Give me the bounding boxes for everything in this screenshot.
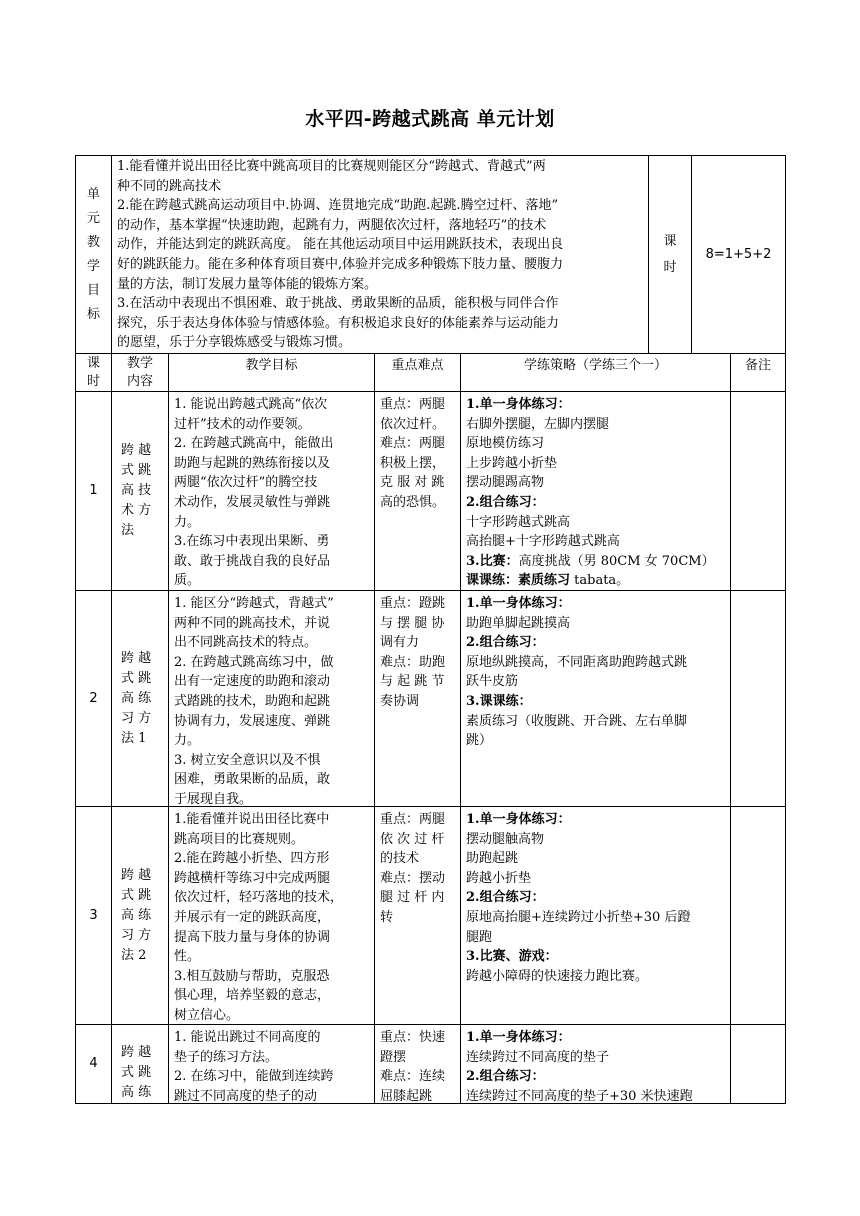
header-content-line-2: 内容: [126, 373, 153, 389]
unit-hours-label: [648, 155, 691, 353]
lesson-notes: [730, 590, 786, 806]
lesson-keypoints: [374, 391, 460, 590]
lesson-notes: [730, 391, 786, 590]
header-lesson-line-2: 时: [86, 373, 100, 389]
lesson-goals: [168, 806, 374, 1024]
goal-line: 力。: [174, 514, 201, 530]
lesson-content-line: 高 练: [121, 1085, 152, 1100]
goal-line: 力。: [174, 733, 201, 749]
keypoint-line: 奏协调: [380, 693, 420, 709]
strategy-heading: 1.单一身体练习：: [466, 596, 571, 611]
strategy-line: 十字形跨越式跳高: [466, 514, 571, 530]
lesson-keypoints: [374, 1024, 460, 1103]
lesson-notes: [730, 806, 786, 1024]
unit-objectives-list: [117, 157, 643, 353]
keypoint-line: 调有力: [380, 635, 420, 651]
lesson-content-line: 高 练: [121, 690, 152, 706]
lesson-content-line: 式 跳: [121, 1065, 152, 1080]
goal-line: 2. 在跨越式跳高中，能做出: [174, 436, 334, 452]
keypoint-line: 转: [380, 909, 394, 925]
hours-label-chars: [663, 229, 676, 281]
keypoint-line: 腿 过 杆 内: [380, 890, 445, 906]
goal-line: 1.能看懂并说出田径比赛中: [174, 812, 330, 827]
goal-line: 惧心理，培养坚毅的意志，: [174, 988, 331, 1004]
goal-line: 质。: [174, 573, 201, 589]
lesson-goals: [168, 590, 374, 806]
header-keypoints: 重点难点: [374, 353, 460, 391]
strategy-line: 助跑单脚起跳摸高: [466, 615, 571, 631]
objective-line: 3.在活动中表现出不惧困难、敢于挑战、勇敢果断的品质，能积极与同伴合作: [117, 296, 559, 312]
unit-label-char: 标: [86, 306, 100, 322]
keypoint-line: 重点：两腿: [380, 397, 446, 412]
unit-label-char: 元: [86, 210, 100, 226]
keypoint-line: 依次过杆。: [380, 416, 446, 432]
lesson-content: [111, 1024, 168, 1103]
lesson-content-line: 高 技: [121, 483, 152, 498]
lesson-content-line: 式 跳: [121, 670, 152, 686]
lesson-strategy: [460, 806, 730, 1024]
goal-line: 式踏跳的技术，助跑和起跳: [174, 693, 331, 709]
strategy-line: 连续跨过不同高度的垫子+30 米快速跑: [466, 1088, 693, 1103]
lesson-content-line: 法 1: [121, 730, 147, 746]
strategy-bold-prefix: 课课练：素质练习: [466, 573, 571, 589]
lesson-number: 3: [75, 806, 111, 1024]
keypoint-line: 高的恐惧。: [380, 494, 446, 510]
lesson-content: [111, 590, 168, 806]
table-bottom-border: [75, 1103, 786, 1104]
keypoint-line: 依 次 过 杆: [380, 831, 445, 847]
strategy-line: 连续跨过不同高度的垫子: [466, 1049, 610, 1065]
goal-line: 性。: [174, 949, 201, 965]
unit-label-char: 目: [86, 282, 100, 298]
lesson-strategy: [460, 590, 730, 806]
strategy-line: 原地高抬腿+连续跨过小折垫+30 后蹬: [466, 909, 691, 925]
goal-line: 提高下肢力量与身体的协调: [174, 929, 331, 945]
lesson-number: 2: [75, 590, 111, 806]
lesson-strategy: [460, 391, 730, 590]
goal-line: 跳过不同高度的垫子的动: [174, 1088, 318, 1103]
strategy-heading: 1.单一身体练习：: [466, 397, 571, 412]
keypoint-line: 重点：蹬跳: [380, 596, 446, 611]
strategy-bold-prefix: 3.比赛：: [466, 553, 519, 569]
objective-line: 1.能看懂并说出田径比赛中跳高项目的比赛规则能区分“跨越式、背越式”两: [117, 159, 546, 174]
goal-line: 两腿“依次过杆”的腾空技: [174, 475, 318, 491]
strategy-line: 跳）: [466, 733, 493, 749]
keypoint-line: 的技术: [380, 851, 420, 867]
keypoint-line: 积极上摆，: [380, 455, 446, 471]
goal-line: 于展现自我。: [174, 791, 253, 806]
unit-label-char: 教: [86, 234, 100, 250]
strategy-heading: 1.单一身体练习：: [466, 812, 571, 827]
unit-objectives-label: [75, 155, 111, 353]
page-title: 水平四-跨越式跳高 单元计划: [305, 108, 555, 130]
lesson-content-line: 跨 越: [121, 443, 152, 458]
header-notes: 备注: [730, 353, 786, 391]
lesson-content-line: 术 方: [121, 503, 152, 518]
keypoint-line: 重点：两腿: [380, 812, 446, 827]
lesson-content-line: 习 方: [121, 710, 152, 726]
lesson-content: [111, 806, 168, 1024]
header-lesson-line-1: 课: [86, 355, 100, 371]
strategy-line: 摆动腿踢高物: [466, 475, 545, 491]
strategy-line: 摆动腿触高物: [466, 831, 545, 847]
lesson-content-line: 法 2: [121, 947, 147, 963]
goal-line: 树立信心。: [174, 1007, 240, 1023]
strategy-heading: 2.组合练习：: [466, 494, 545, 510]
goal-line: 1. 能区分“跨越式，背越式”: [174, 596, 334, 611]
goal-line: 3.在练习中表现出果断、勇: [174, 534, 330, 550]
keypoint-line: 难点：摆动: [380, 870, 446, 886]
keypoint-line: 与 摆 腿 协: [380, 615, 445, 631]
lesson-number: 1: [75, 391, 111, 590]
hours-label-char: 课: [663, 233, 677, 249]
strategy-line: 原地模仿练习: [466, 436, 545, 452]
strategy-line: 助跑起跳: [466, 851, 519, 867]
goal-line: 2. 在练习中，能做到连续跨: [174, 1069, 334, 1085]
goal-line: 两种不同的跳高技术，并说: [174, 615, 331, 631]
lesson-strategy: [460, 1024, 730, 1103]
objective-line: 探究，乐于表达身体体验与情感体验。有积极追求良好的体能素养与运动能力: [117, 315, 560, 331]
lesson-content-line: 跨 越: [121, 867, 152, 883]
objective-line: 量的方法，制订发展力量等体能的锻炼方案。: [117, 276, 378, 292]
goal-line: 过杆”技术的动作要领。: [174, 416, 311, 432]
lesson-goals: [168, 391, 374, 590]
goal-line: 敢、敢于挑战自我的良好品: [174, 553, 331, 569]
lesson-content-line: 高 练: [121, 907, 152, 923]
strategy-line: 高抬腿+十字形跨越式跳高: [466, 534, 620, 550]
header-lesson: [75, 353, 111, 391]
lesson-keypoints: [374, 806, 460, 1024]
strategy-rest: 高度挑战（男 80CM 女 70CM）: [518, 553, 715, 569]
unit-hours-value: 8=1+5+2: [691, 155, 786, 353]
strategy-rest: tabata。: [570, 573, 630, 589]
goal-line: 出不同跳高技术的特点。: [174, 635, 318, 651]
strategy-line: 跨越小折垫: [466, 870, 532, 886]
goal-line: 术动作，发展灵敏性与弹跳: [174, 494, 331, 510]
goal-line: 依次过杆，轻巧落地的技术，: [174, 890, 344, 906]
lesson-content-line: 式 跳: [121, 887, 152, 903]
objective-line: 动作，并能达到定的跳跃高度。 能在其他运动项目中运用跳跃技术，表现出良: [117, 237, 564, 253]
goal-line: 3. 树立安全意识以及不惧: [174, 752, 321, 768]
lesson-content-line: 式 跳: [121, 463, 152, 478]
unit-label-char: 单: [86, 186, 100, 202]
goal-line: 协调有力，发展速度、弹跳: [174, 713, 331, 729]
objective-line: 2.能在跨越式跳高运动项目中.协调、连贯地完成“助跑.起跳.腾空过杆、落地”: [117, 198, 559, 214]
goal-line: 困难，勇敢果断的品质，敢: [174, 772, 331, 788]
strategy-line: 跨越小障碍的快速接力跑比赛。: [466, 968, 649, 984]
strategy-heading: 1.单一身体练习：: [466, 1030, 571, 1045]
keypoint-line: 难点：两腿: [380, 436, 446, 452]
header-goals: 教学目标: [168, 353, 374, 391]
strategy-heading: 3.比赛、游戏：: [466, 949, 558, 965]
strategy-line: 上步跨越小折垫: [466, 455, 558, 471]
strategy-heading: 2.组合练习：: [466, 635, 545, 651]
header-strategy: 学练策略（学练三个一）: [460, 353, 730, 391]
goal-line: 助跑与起跳的熟练衔接以及: [174, 455, 331, 471]
keypoint-line: 蹬摆: [380, 1049, 407, 1065]
goal-line: 并展示有一定的跳跃高度，: [174, 909, 331, 925]
header-content-line-1: 教学: [126, 355, 153, 371]
goal-line: 出有一定速度的助跑和滚动: [174, 674, 331, 690]
strategy-line: 右脚外摆腿，左脚内摆腿: [466, 416, 610, 432]
goal-line: 垫子的练习方法。: [174, 1049, 279, 1065]
lesson-notes: [730, 1024, 786, 1103]
strategy-heading: 2.组合练习：: [466, 1069, 545, 1085]
goal-line: 跳高项目的比赛规则。: [174, 831, 305, 847]
keypoint-line: 屈膝起跳: [380, 1088, 433, 1103]
goal-line: 2. 在跨越式跳高练习中，做: [174, 654, 334, 670]
keypoint-line: 与 起 跳 节: [380, 674, 445, 690]
lesson-content-line: 跨 越: [121, 650, 152, 666]
strategy-heading: 2.组合练习：: [466, 890, 545, 906]
unit-objectives-text: [111, 155, 648, 353]
goal-line: 2.能在跨越小折垫、四方形: [174, 851, 330, 867]
goal-line: 3.相互鼓励与帮助，克服恐: [174, 968, 330, 984]
strategy-line: 腿跑: [466, 929, 493, 945]
hours-label-char: 时: [663, 259, 677, 275]
lesson-number: 4: [75, 1024, 111, 1103]
keypoint-line: 重点：快速: [380, 1030, 446, 1045]
unit-label-char: 学: [86, 258, 100, 274]
lesson-goals: [168, 1024, 374, 1103]
strategy-line: [466, 552, 725, 572]
lesson-keypoints: [374, 590, 460, 806]
goal-line: 1. 能说出跨越式跳高“依次: [174, 397, 328, 412]
objective-line: 种不同的跳高技术: [117, 178, 222, 194]
keypoint-line: 难点：连续: [380, 1069, 446, 1085]
lesson-content-line: 习 方: [121, 927, 152, 943]
objective-line: 的愿望，乐于分享锻炼感受与锻炼习惯。: [117, 335, 352, 351]
strategy-line: 素质练习（收腹跳、开合跳、左右单脚: [466, 713, 688, 729]
lesson-content: [111, 391, 168, 590]
strategy-line: 原地纵跳摸高，不同距离助跑跨越式跳: [466, 654, 688, 670]
keypoint-line: 克 服 对 跳: [380, 475, 445, 491]
unit-label-chars: [87, 183, 100, 327]
strategy-line: 跃牛皮筋: [466, 674, 519, 690]
strategy-line: [466, 571, 725, 590]
lesson-content-line: 跨 越: [121, 1045, 152, 1060]
objective-line: 的动作，基本掌握“快速助跑，起跳有力，两腿依次过杆，落地轻巧”的技术: [117, 217, 547, 233]
lesson-content-line: 法: [121, 523, 135, 538]
goal-line: 跨越横杆等练习中完成两腿: [174, 870, 331, 886]
keypoint-line: 难点：助跑: [380, 654, 446, 670]
strategy-heading: 3.课课练：: [466, 693, 532, 709]
objective-line: 好的跳跃能力。能在多种体育项目赛中,体验并完成多种锻炼下肢力量、腰腹力: [117, 256, 564, 272]
goal-line: 1. 能说出跳过不同高度的: [174, 1030, 321, 1045]
header-content: [111, 353, 168, 391]
